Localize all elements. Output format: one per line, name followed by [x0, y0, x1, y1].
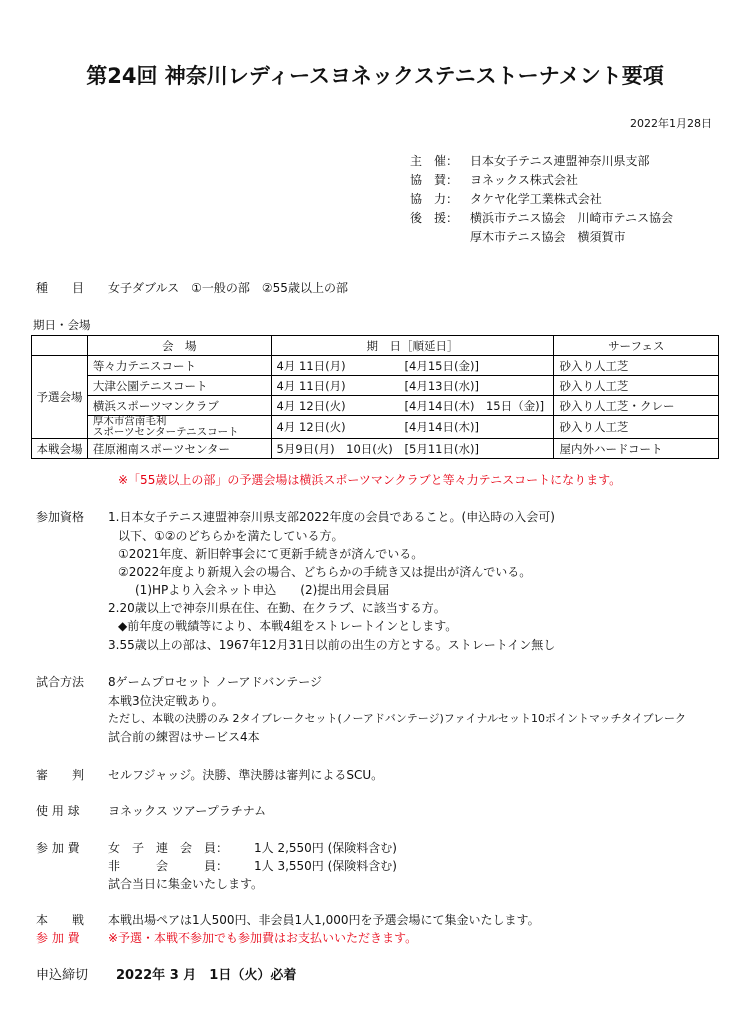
ball-label: 使 用 球 — [36, 804, 80, 818]
table-row — [32, 356, 719, 376]
eligibility-line: ②2022年度より新規入会の場合、どちらかの手続き又は提出が済んでいる。 — [118, 565, 532, 579]
surface-cell: 砂入り人工芝 — [554, 356, 719, 376]
eligibility-line: 2.20歳以上で神奈川県在住、在勤、在クラブ、に該当する方。 — [108, 601, 446, 615]
eligibility-line: ◆前年度の戦績等により、本戦4組をストレートインとします。 — [118, 619, 458, 633]
venue-cell — [87, 416, 271, 439]
organizers-block — [410, 152, 673, 247]
organizer-key: 主 催： — [410, 154, 459, 168]
organizer-value: 横浜市テニス協会 川崎市テニス協会 — [470, 211, 674, 225]
table-row — [32, 396, 719, 416]
eligibility-line: 以下、①②のどちらかを満たしている方。 — [118, 529, 344, 543]
fee-label: 参 加 費 — [36, 841, 80, 855]
surface-cell: 屋内外ハードコート — [554, 439, 719, 459]
referee-line — [36, 766, 383, 783]
main-fee-warning: ※予選・本戦不参加でも参加費はお支払いいただきます。 — [108, 931, 418, 945]
event-line — [36, 279, 348, 296]
fee-nonmember-label: 非 会 員： — [108, 859, 229, 873]
table-row — [32, 376, 719, 396]
format-label: 試合方法 — [36, 675, 85, 689]
ball-value: ヨネックス ツアープラチナム — [108, 804, 267, 818]
eligibility-line: (1)HPより入会ネット申込 (2)提出用会員届 — [135, 583, 390, 597]
organizer-value: ヨネックス株式会社 — [470, 173, 578, 187]
venue-line: スポーツセンターテニスコート — [92, 426, 239, 438]
format-line: 8ゲームプロセット ノーアドバンテージ — [108, 675, 323, 689]
organizer-continuation: 厚木市テニス協会 横須賀市 — [470, 230, 626, 244]
organizer-value: タケヤ化学工業株式会社 — [470, 192, 602, 206]
organizer-row — [410, 171, 673, 190]
ball-line — [36, 802, 266, 819]
venue-cell: 荏原湘南スポーツセンター — [87, 439, 271, 459]
venue-table — [31, 335, 719, 459]
organizer-row — [410, 152, 673, 171]
surface-cell: 砂入り人工芝 — [554, 376, 719, 396]
surface-cell: 砂入り人工芝・クレー — [554, 396, 719, 416]
organizer-row — [410, 190, 673, 209]
header-cell: 会 場 — [87, 336, 271, 356]
venue-section-label: 期日・会場 — [33, 318, 91, 332]
venue-cell: 横浜スポーツマンクラブ — [87, 396, 271, 416]
date-cell — [271, 376, 554, 396]
reserve-text: [4月14日(木)] — [404, 420, 479, 434]
deadline-line — [36, 964, 296, 983]
format-line: 本戦3位決定戦あり。 — [108, 694, 224, 708]
date-text: 4月 12日(火) — [276, 420, 346, 434]
eligibility-line: 3.55歳以上の部は、1967年12月31日以前の出生の方とする。ストレートイン無し — [108, 638, 556, 652]
main-fee-text: 本戦出場ペアは1人500円、非会員1人1,000円を予選会場にて集金いたします。 — [108, 913, 540, 927]
header-cell: 期 日［順延日］ — [271, 336, 554, 356]
reserve-text: [5月11日(水)] — [404, 441, 479, 456]
format-line: ただし、本戦の決勝のみ 2タイブレークセット(ノーアドバンテージ)ファイナルセット10ポイントマッチタイブレーク — [108, 712, 687, 725]
main-fee-line — [36, 911, 540, 928]
table-row — [32, 416, 719, 439]
main-fee-label-2: 参 加 費 — [36, 931, 80, 945]
venue-line: 厚木市営南毛利 — [92, 415, 167, 427]
fee-line — [36, 839, 397, 856]
header-cell — [32, 336, 88, 356]
fee-nonmember-value: 1人 3,550円 (保険料含む) — [254, 859, 397, 873]
date-text: 4月 11日(月) — [276, 358, 346, 373]
organizer-key: 後 援： — [410, 211, 459, 225]
header-cell: サーフェス — [554, 336, 719, 356]
venue-cell: 等々力テニスコート — [87, 356, 271, 376]
fee-nonmember-line — [108, 857, 397, 874]
date-cell — [271, 439, 554, 459]
eligibility-label: 参加資格 — [36, 510, 85, 524]
format-line: 試合前の練習はサービス4本 — [108, 730, 260, 744]
group-cell: 予選会場 — [32, 356, 88, 439]
date-text: 4月 12日(火) — [276, 398, 346, 413]
page-title: 第24回 神奈川レディースヨネックステニストーナメント要項 — [86, 64, 664, 88]
reserve-text: [4月14日(木) 15日（金)] — [404, 398, 545, 413]
event-value: 女子ダブルス ①一般の部 ②55歳以上の部 — [108, 281, 348, 295]
deadline-label: 申込締切 — [36, 968, 89, 983]
date-cell — [271, 416, 554, 439]
venue-cell: 大津公園テニスコート — [87, 376, 271, 396]
group-cell: 本戦会場 — [32, 439, 88, 459]
main-fee-label: 本 戦 — [36, 913, 85, 927]
reserve-text: [4月15日(金)] — [404, 358, 479, 373]
organizer-key: 協 力： — [410, 192, 459, 206]
fee-member-value: 1人 2,550円 (保険料含む) — [254, 841, 397, 855]
venue-table-header — [32, 336, 719, 356]
table-row — [32, 439, 719, 459]
event-label: 種 目 — [36, 281, 85, 295]
deadline-value: 2022年 3 月 1日（火）必着 — [116, 968, 297, 983]
reserve-text: [4月13日(水)] — [404, 378, 479, 393]
referee-value: セルフジャッジ。決勝、準決勝は審判によるSCU。 — [108, 768, 384, 782]
main-fee-line-2 — [36, 929, 417, 946]
referee-label: 審 判 — [36, 768, 85, 782]
eligibility-line: ①2021年度、新旧幹事会にて更新手続きが済んでいる。 — [118, 547, 424, 561]
document-date: 2022年1月28日 — [630, 117, 712, 130]
organizer-key: 協 賛： — [410, 173, 459, 187]
date-cell — [271, 356, 554, 376]
date-text: 5月9日(月) 10日(火) — [276, 441, 393, 456]
surface-cell: 砂入り人工芝 — [554, 416, 719, 439]
venue-note: ※「55歳以上の部」の予選会場は横浜スポーツマンクラブと等々力テニスコートになります。 — [118, 473, 622, 487]
fee-member-label: 女 子 連 会 員： — [108, 841, 229, 855]
fee-note: 試合当日に集金いたします。 — [108, 877, 264, 891]
eligibility-line: 1.日本女子テニス連盟神奈川県支部2022年度の会員であること。(申込時の入会可) — [108, 510, 555, 524]
organizer-value: 日本女子テニス連盟神奈川県支部 — [470, 154, 650, 168]
organizer-row — [410, 209, 673, 228]
date-text: 4月 11日(月) — [276, 378, 346, 393]
date-cell — [271, 396, 554, 416]
